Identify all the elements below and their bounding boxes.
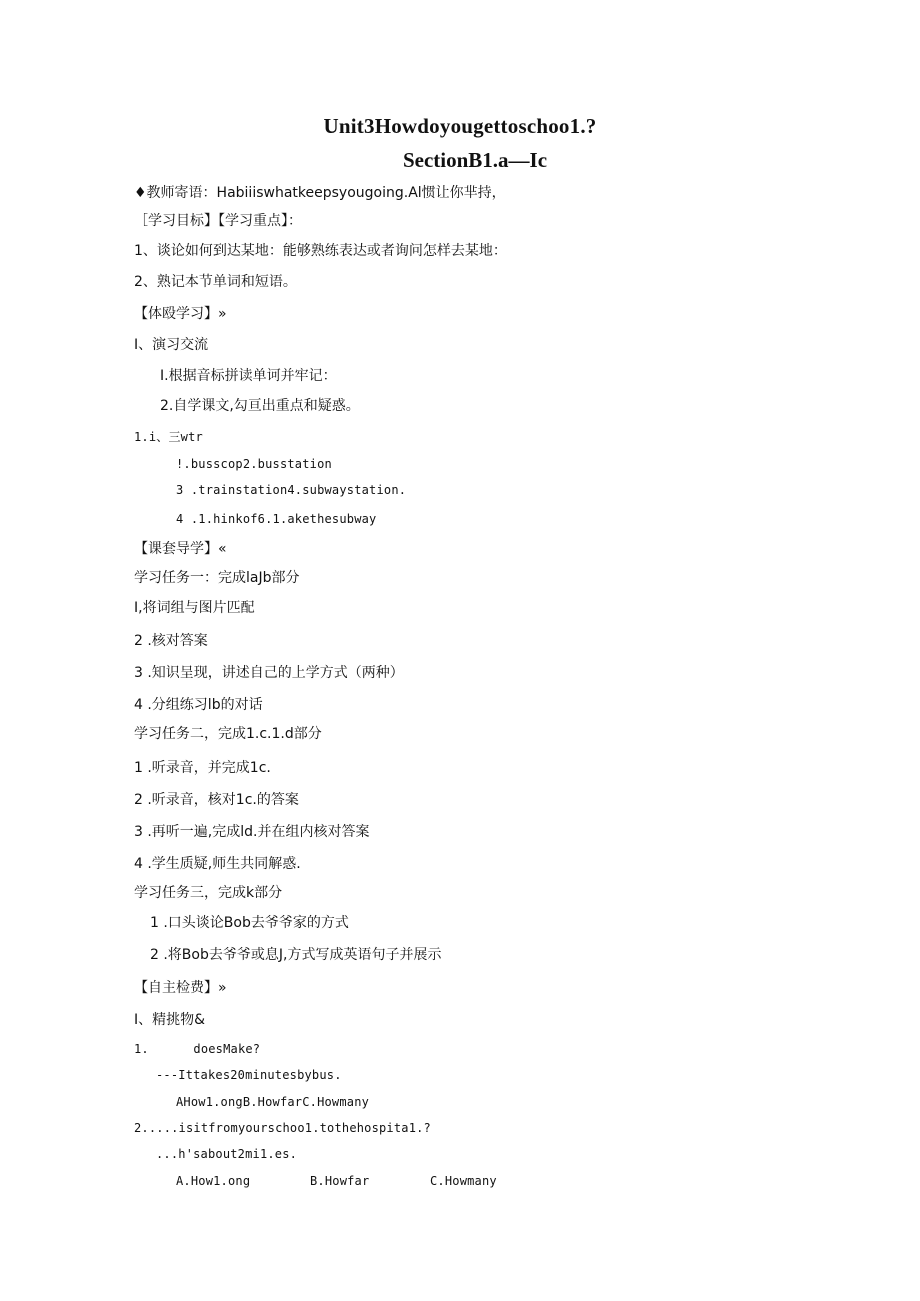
- section-heading: 【课套导学】«: [134, 541, 227, 557]
- task-step: 1 .口头谈论Bob去爷爷家的方式: [150, 915, 349, 931]
- option-a: A.How1.ong: [176, 1174, 251, 1188]
- goals-heading: ［学习目标】【学习重点】：: [134, 213, 302, 229]
- teacher-message: ♦教师寄语：Habiiiswhatkeepsyougoing.Al惯让你芈持，: [134, 185, 506, 201]
- goal-item: 2、熟记本节单词和短语。: [134, 274, 297, 290]
- question-1: 1. doesMake?: [134, 1042, 261, 1056]
- task-heading: 学习任务三，完成k部分: [134, 885, 283, 901]
- task-step: 3 .再听一遍,完成ld.并在组内核对答案: [134, 824, 370, 840]
- option-b: B.Howfar: [310, 1174, 370, 1188]
- document-title: Unit3Howdoyougettoschoo1.?: [323, 114, 597, 138]
- answer-line: ---Ittakes20minutesbybus.: [156, 1068, 342, 1082]
- list-item: 2.自学课文,勾亘出重点和疑惑。: [160, 398, 360, 414]
- task-step: 1 .听录音，并完成1c.: [134, 760, 271, 776]
- task-step: I,将词组与图片匹配: [134, 600, 255, 616]
- document-subtitle: SectionB1.a—Ic: [402, 148, 548, 172]
- section-heading: 【体殴学习】»: [134, 306, 227, 322]
- goal-item: 1、谈论如何到达某地：能够熟练表达或者询问怎样去某地：: [134, 243, 507, 259]
- task-step: 4 .学生质疑,师生共同解惑.: [134, 856, 301, 872]
- task-heading: 学习任务一：完成laJb部分: [134, 570, 300, 586]
- task-step: 2 .将Bob去爷爷或息J,方式写成英语句子并展示: [150, 947, 442, 963]
- list-item: 1.i、三wtr: [134, 430, 203, 444]
- vocab-line: 3 .trainstation4.subwaystation.: [176, 483, 407, 497]
- options-line: AHow1.ongB.HowfarC.Howmany: [176, 1095, 370, 1109]
- vocab-line: !.busscop2.busstation: [176, 457, 332, 471]
- question-2: 2.....isitfromyourschoo1.tothehospita1.?: [134, 1121, 431, 1135]
- list-item: I.根据音标拼读单诃并牢记：: [160, 368, 337, 384]
- task-step: 2 .听录音，核对1c.的答案: [134, 792, 299, 808]
- answer-line: ...h'sabout2mi1.es.: [156, 1147, 298, 1161]
- task-step: 2 .核对答案: [134, 633, 208, 649]
- section-heading: 【自主检费】»: [134, 980, 227, 996]
- subsection-heading: I、精挑物&: [134, 1012, 206, 1028]
- vocab-line: 4 .1.hinkof6.1.akethesubway: [176, 512, 377, 526]
- subsection-heading: I、演习交流: [134, 337, 209, 353]
- task-step: 4 .分组练习lb的对话: [134, 697, 263, 713]
- task-step: 3 .知识呈现，讲述自己的上学方式（两种）: [134, 665, 404, 681]
- task-heading: 学习任务二，完成1.c.1.d部分: [134, 726, 322, 742]
- option-c: C.Howmany: [430, 1174, 497, 1188]
